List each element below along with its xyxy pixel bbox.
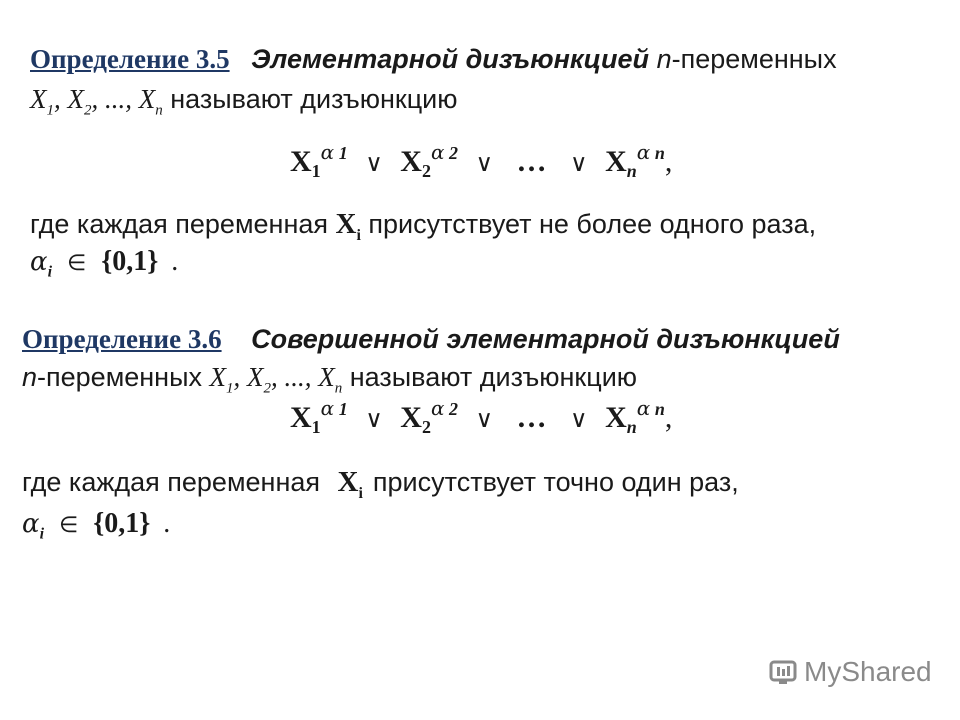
def2-where-text: где каждая переменная: [22, 467, 320, 497]
def2-vars: $X_1$, $X_2$, ..., $X_n$: [209, 362, 343, 397]
def2-title: Совершенной элементарной дизъюнкцией: [251, 324, 840, 354]
def1-n: n: [656, 44, 672, 74]
def2-n: n: [22, 362, 38, 392]
def1-where: [30, 208, 816, 245]
def2-xi: $X_i$: [337, 466, 363, 502]
def1-where-rest: присутствует не более одного раза,: [360, 209, 817, 239]
def1-heading[interactable]: Определение 3.5: [30, 44, 230, 74]
def2-alpha-line: $\alpha_i$ ∈ {0,1} .: [22, 508, 171, 543]
def2-line1: [22, 324, 840, 355]
def1-title-rest: -переменных: [671, 44, 837, 74]
def1-vars-rest: называют дизъюнкцию: [162, 84, 458, 114]
def1-where-text: где каждая переменная: [30, 209, 328, 239]
def1-alpha-line: $\alpha_i$ ∈ {0,1} .: [30, 246, 179, 281]
def1-title: Элементарной дизъюнкцией: [251, 44, 650, 74]
def2-line2-rest: -переменных: [37, 362, 202, 392]
def1-formula: $X_1^{\alpha 1}$ ∨ $X_2^{\alpha 2}$ ∨ … ∨ $X_n^{\alpha n}$,: [290, 140, 673, 181]
def2-line2: [22, 362, 637, 397]
def1-line1: [30, 44, 837, 75]
def2-where: [22, 466, 739, 503]
myshared-logo-icon: [768, 657, 798, 687]
def1-xi: $X_i$: [335, 208, 361, 244]
def2-formula: $X_1^{\alpha 1}$ ∨ $X_2^{\alpha 2}$ ∨ … ∨ $X_n^{\alpha n}$,: [290, 396, 673, 437]
def1-line2: [30, 84, 458, 119]
def2-vars-rest: называют дизъюнкцию: [342, 362, 638, 392]
def2-heading[interactable]: Определение 3.6: [22, 324, 222, 354]
watermark-text: MyShared: [804, 656, 932, 687]
def1-vars: $X_1$, $X_2$, ..., $X_n$: [30, 84, 163, 119]
myshared-watermark: [768, 656, 932, 688]
def2-where-rest: присутствует точно один раз,: [372, 467, 739, 497]
